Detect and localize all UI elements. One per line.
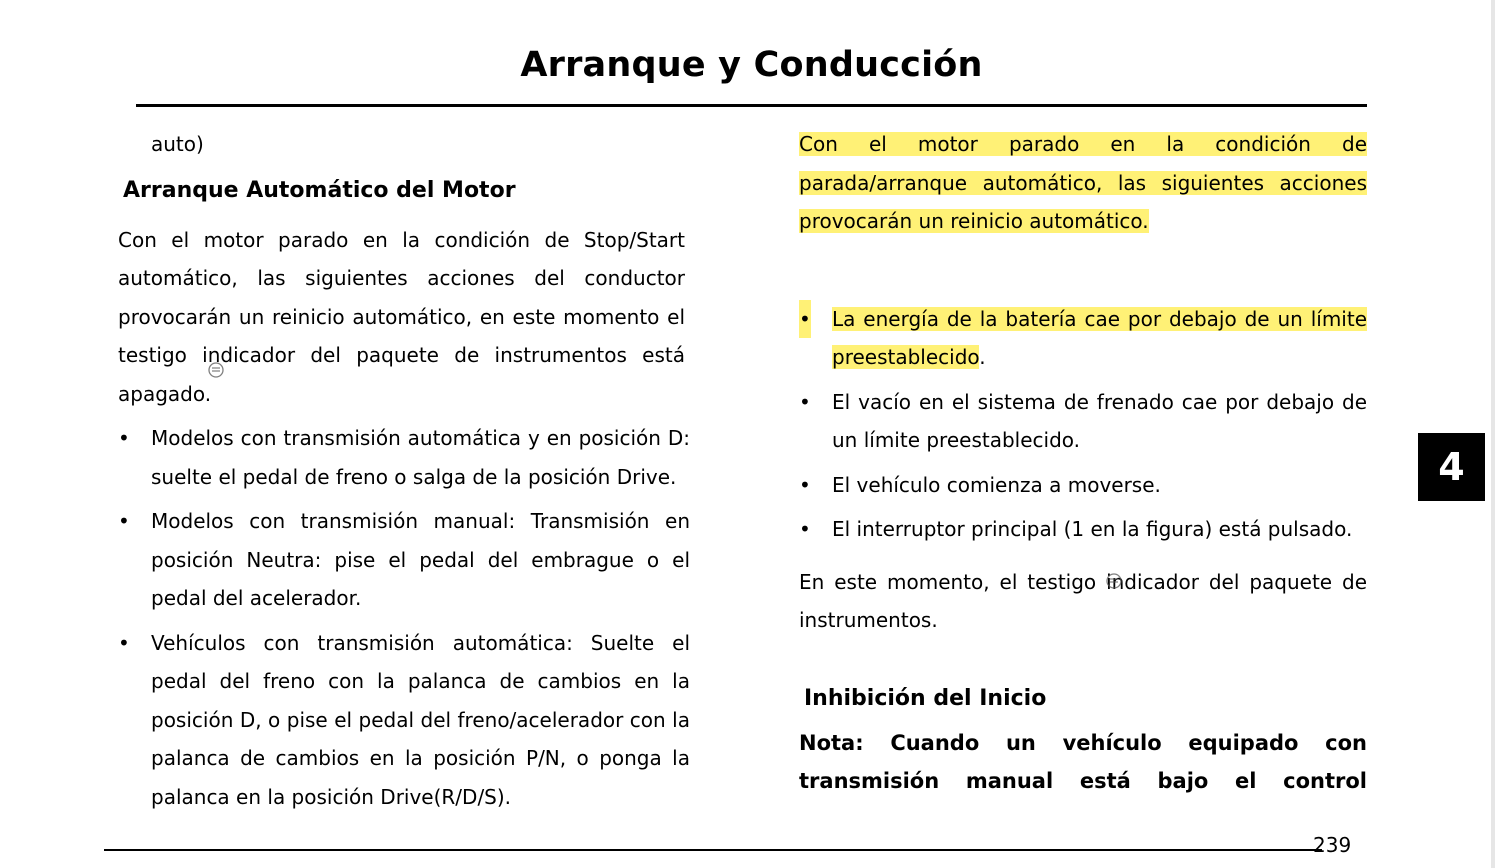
- page-number: 239: [1313, 833, 1352, 857]
- right-intro-paragraph: [799, 125, 1367, 241]
- left-column: [118, 125, 690, 816]
- list-item: • Modelos con transmisión automática y en posición D: suelte el pedal de freno o salga de la posición Drive.: [118, 426, 690, 489]
- right-column: [799, 125, 1367, 801]
- list-item: • El vehículo comienza a moverse.: [799, 472, 1161, 497]
- list-item: • El interruptor principal (1 en la figura) está pulsado.: [799, 517, 1353, 541]
- comment-marker-icon[interactable]: [207, 361, 225, 379]
- section-heading-auto-start: Arranque Automático del Motor: [123, 177, 516, 203]
- list-item: • Vehículos con transmisión automática: Suelte el pedal del freno con la palanca de cambios en la posición D, o pise el pedal del freno/acelerador con la palanca de cambios en la posición P/N, o ponga la palanca en la posición Drive(R/D/S).: [118, 630, 690, 809]
- footer-divider: [104, 849, 1322, 851]
- after-paragraph: En este momento, el testigo indicador del paquete de instrumentos.: [799, 569, 1367, 632]
- scrollbar[interactable]: [1491, 0, 1495, 868]
- highlighted-text: Con el motor parado en la condición de parada/arranque automático, las siguientes acciones provocarán un reinicio automático.: [799, 132, 1367, 233]
- highlighted-text: La energía de la batería cae por debajo de un límite: [832, 306, 1367, 331]
- list-item: • La energía de la batería cae por debajo de un límite preestablecido.: [799, 300, 1367, 377]
- list-item: • Modelos con transmisión manual: Transmisión en posición Neutra: pise el pedal del embrague o el pedal del acelerador.: [118, 509, 690, 610]
- comment-marker-icon[interactable]: [1105, 572, 1123, 590]
- note-paragraph: Nota: Cuando un vehículo equipado con transmisión manual está bajo el control: [799, 730, 1367, 793]
- section-heading-start-inhibit: Inhibición del Inicio: [804, 685, 1047, 711]
- continued-text: auto): [151, 132, 204, 156]
- right-bullet-list: [799, 300, 1367, 549]
- intro-paragraph: Con el motor parado en la condición de Stop/Start automático, las siguientes acciones del conductor provocarán un reinicio automático, en este momento el testigo indicador del paquete de instrumentos está apagado.: [118, 227, 685, 406]
- page-title: Arranque y Conducción: [520, 45, 983, 85]
- chapter-tab: 4: [1418, 433, 1485, 501]
- title-divider: [136, 104, 1367, 107]
- bullet-list: [118, 419, 690, 816]
- list-item: • El vacío en el sistema de frenado cae por debajo de un límite preestablecido.: [799, 389, 1367, 452]
